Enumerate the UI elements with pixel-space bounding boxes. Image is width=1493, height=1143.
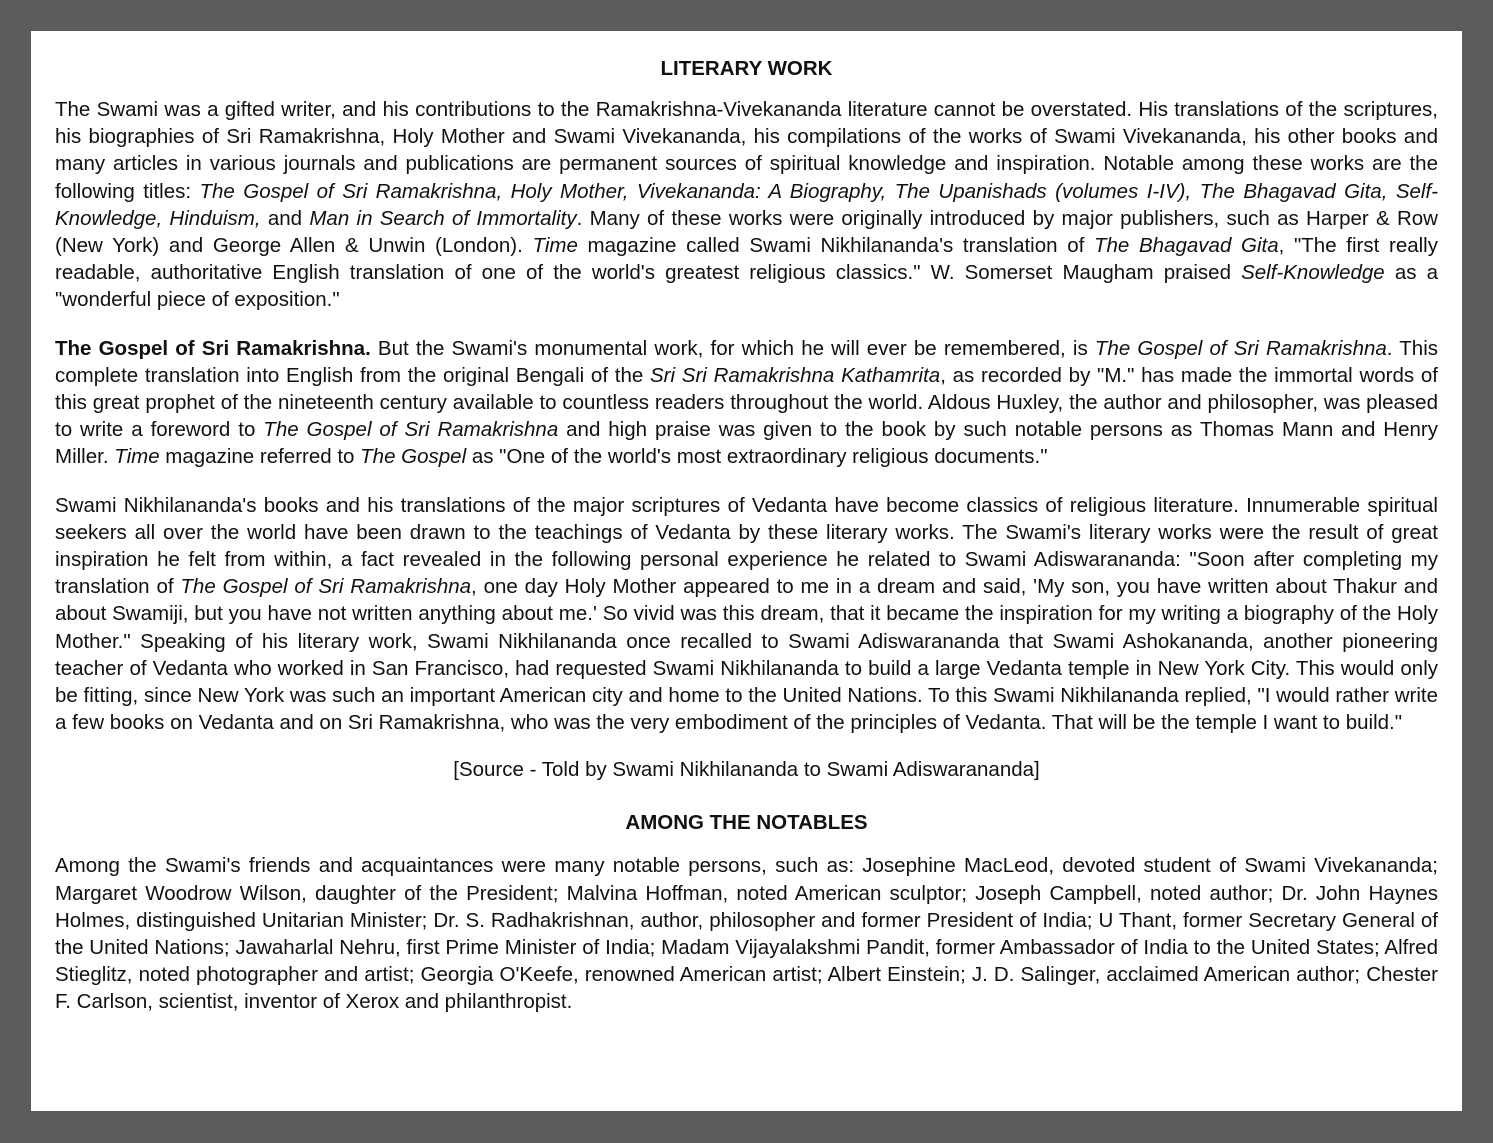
source-citation: [Source - Told by Swami Nikhilananda to Swami Adiswarananda] xyxy=(453,758,1040,782)
text-run: The Swami was a gifted writer, and his contributions to the Ramakrishna-Vivekananda literature cannot be overstated. His translations of the scriptures, his biographies of Sri Ramakrishna, Holy Mother and Swami Vivekananda, his compilations of the works of Swami Vivekananda, his other books and many articles in various journals and publications are permanent sources of spiritual knowledge and inspiration. Notable among these works are the following titles: xyxy=(55,98,1438,203)
text-run: , "The first really readable, authoritative English translation of one of the world's greatest religious classics." W. Somerset Maugham praised xyxy=(55,234,1438,285)
text-run: Swami Nikhilananda's books and his translations of the major scriptures of Vedanta have become classics of religious literature. Innumerable spiritual seekers all over the world have been drawn to the teachings of Vedanta by these literary works. The Swami's literary works were the result of great inspiration he felt from within, a fact revealed in the following personal experience he related to Swami Adiswarananda: "Soon after completing my translation of xyxy=(55,493,1438,599)
document-page xyxy=(31,31,1462,1111)
text-run: . Many of these works were originally introduced by major publishers, such as Harper & Row (New York) and George Allen & Unwin (London). xyxy=(55,206,1438,258)
italic-title: The Gospel of Sri Ramakrishna, Holy Mother, Vivekananda: A Biography, The Upanishads (volumes I-IV), The Bhagavad Gita, Self-Knowledge, Hinduism, xyxy=(55,179,1438,230)
italic-title: The Gospel of Sri Ramakrishna xyxy=(1094,336,1387,360)
notables-heading: AMONG THE NOTABLES xyxy=(625,811,868,835)
italic-title: The Bhagavad Gita xyxy=(1094,234,1279,258)
gospel-run-in-heading: The Gospel of Sri Ramakrishna. xyxy=(55,336,371,360)
text-run: , as recorded by "M." has made the immortal words of this great prophet of the nineteenth century available to countless readers throughout the world. Aldous Huxley, the author and philosopher, was pleased to write a foreword to xyxy=(55,363,1438,442)
italic-title: Time xyxy=(532,234,578,258)
text-run: But the Swami's monumental work, for which he will ever be remembered, is xyxy=(370,336,1095,360)
italic-title: The Gospel of Sri Ramakrishna xyxy=(263,418,559,442)
text-run: magazine referred to xyxy=(159,445,361,469)
text-run: magazine called Swami Nikhilananda's translation of xyxy=(577,234,1094,258)
italic-title: Man in Search of Immortality xyxy=(309,206,577,230)
italic-title: The Gospel of Sri Ramakrishna xyxy=(180,575,472,599)
italic-title: Time xyxy=(114,445,160,469)
text-run: and high praise was given to the book by such notable persons as Thomas Mann and Henry Miller. xyxy=(55,418,1438,469)
notables-paragraph: Among the Swami's friends and acquaintances were many notable persons, such as: Josephine MacLeod, devoted student of Swami Vivekananda; Margaret Woodrow Wilson, daughter of the President; Malvina Hoffman, noted American sculptor; Joseph Campbell, noted author; Dr. John Haynes Holmes, distinguished Unitarian Minister; Dr. S. Radhakrishnan, author, philosopher and former President of India; U Thant, former Secretary General of the United Nations; Jawaharlal Nehru, first Prime Minister of India; Madam Vijayalakshmi Pandit, former Ambassador of India to the United States; Alfred Stieglitz, noted photographer and artist; Georgia O'Keefe, renowned American artist; Albert Einstein; J. D. Salinger, acclaimed American author; Chester F. Carlson, scientist, inventor of Xerox and philanthropist. xyxy=(55,854,1438,1014)
literary-work-paragraph xyxy=(55,96,1438,314)
text-run: . This complete translation into English from the original Bengali of the xyxy=(55,336,1439,387)
italic-title: Sri Sri Ramakrishna Kathamrita xyxy=(649,363,941,387)
text-run: and xyxy=(260,206,310,230)
text-run: as "One of the world's most extraordinary religious documents." xyxy=(466,445,1048,469)
literary-work-heading: LITERARY WORK xyxy=(660,57,833,80)
italic-title: The Gospel xyxy=(360,445,467,469)
text-run: as a "wonderful piece of exposition." xyxy=(55,261,1438,312)
italic-title: Self-Knowledge xyxy=(1241,261,1385,285)
gospel-paragraph xyxy=(55,335,1438,471)
text-run: , one day Holy Mother appeared to me in a dream and said, 'My son, you have written about Thakur and about Swamiji, but you have not written anything about me.' So vivid was this dream, that it became the inspiration for my writing a biography of the Holy Mother." Speaking of his literary work, Swami Nikhilananda once recalled to Swami Adiswarananda that Swami Ashokananda, another pioneering teacher of Vedanta who worked in San Francisco, had requested Swami Nikhilananda to build a large Vedanta temple in New York City. This would only be fitting, since New York was such an important American city and home to the United Nations. To this Swami Nikhilananda replied, "I would rather write a few books on Vedanta and on Sri Ramakrishna, who was the very embodiment of the principles of Vedanta. That will be the temple I want to build." xyxy=(55,575,1438,735)
books-translations-paragraph xyxy=(55,492,1438,737)
